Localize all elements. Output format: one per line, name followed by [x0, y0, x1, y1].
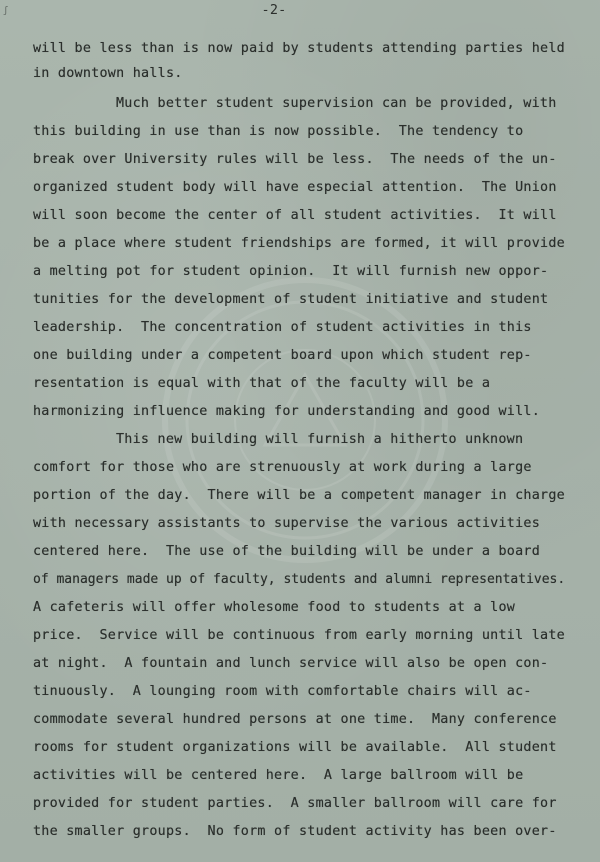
text-line: organized student body will have especial attention. The Union — [33, 180, 557, 195]
text-line: one building under a competent board upon which student rep- — [33, 348, 532, 363]
text-line: comfort for those who are strenuously at work during a large — [33, 460, 532, 475]
text-line: provided for student parties. A smaller ballroom will care for — [33, 796, 557, 811]
text-line: A cafeteris will offer wholesome food to students at a low — [33, 600, 516, 615]
text-line: leadership. The concentration of student activities in this — [33, 320, 532, 335]
text-line: price. Service will be continuous from early morning until late — [33, 628, 565, 643]
text-line: of managers made up of faculty, students and alumni representatives. — [33, 572, 566, 587]
text-line: resentation is equal with that of the faculty will be a — [33, 376, 491, 391]
text-line: rooms for student organizations will be available. All student — [33, 740, 557, 755]
text-line: this building in use than is now possible. The tendency to — [33, 124, 524, 139]
text-line: harmonizing influence making for understanding and good will. — [33, 404, 541, 419]
text-line: break over University rules will be less. The needs of the un- — [33, 152, 557, 167]
margin-mark: ʃ — [3, 6, 9, 16]
page-number: -2- — [261, 2, 287, 18]
text-line: a melting pot for student opinion. It will furnish new oppor- — [33, 264, 549, 279]
text-line: portion of the day. There will be a competent manager in charge — [33, 488, 565, 503]
text-line: will be less than is now paid by students attending parties held — [33, 41, 565, 56]
text-line: in downtown halls. — [33, 66, 183, 81]
text-line: activities will be centered here. A large ballroom will be — [33, 768, 524, 783]
text-line: tunities for the development of student initiative and student — [33, 292, 549, 307]
text-line: Much better student supervision can be provided, with — [116, 96, 557, 111]
text-line: will soon become the center of all student activities. It will — [33, 208, 557, 223]
text-line: tinuously. A lounging room with comfortable chairs will ac- — [33, 684, 532, 699]
text-line: centered here. The use of the building will be under a board — [33, 544, 541, 559]
text-line: commodate several hundred persons at one time. Many conference — [33, 712, 557, 727]
text-line: be a place where student friendships are formed, it will provide — [33, 236, 565, 251]
text-line: at night. A fountain and lunch service will also be open con- — [33, 656, 549, 671]
text-line: with necessary assistants to supervise the various activities — [33, 516, 541, 531]
text-line: This new building will furnish a hitherto unknown — [116, 432, 524, 447]
text-line: the smaller groups. No form of student activity has been over- — [33, 824, 557, 839]
